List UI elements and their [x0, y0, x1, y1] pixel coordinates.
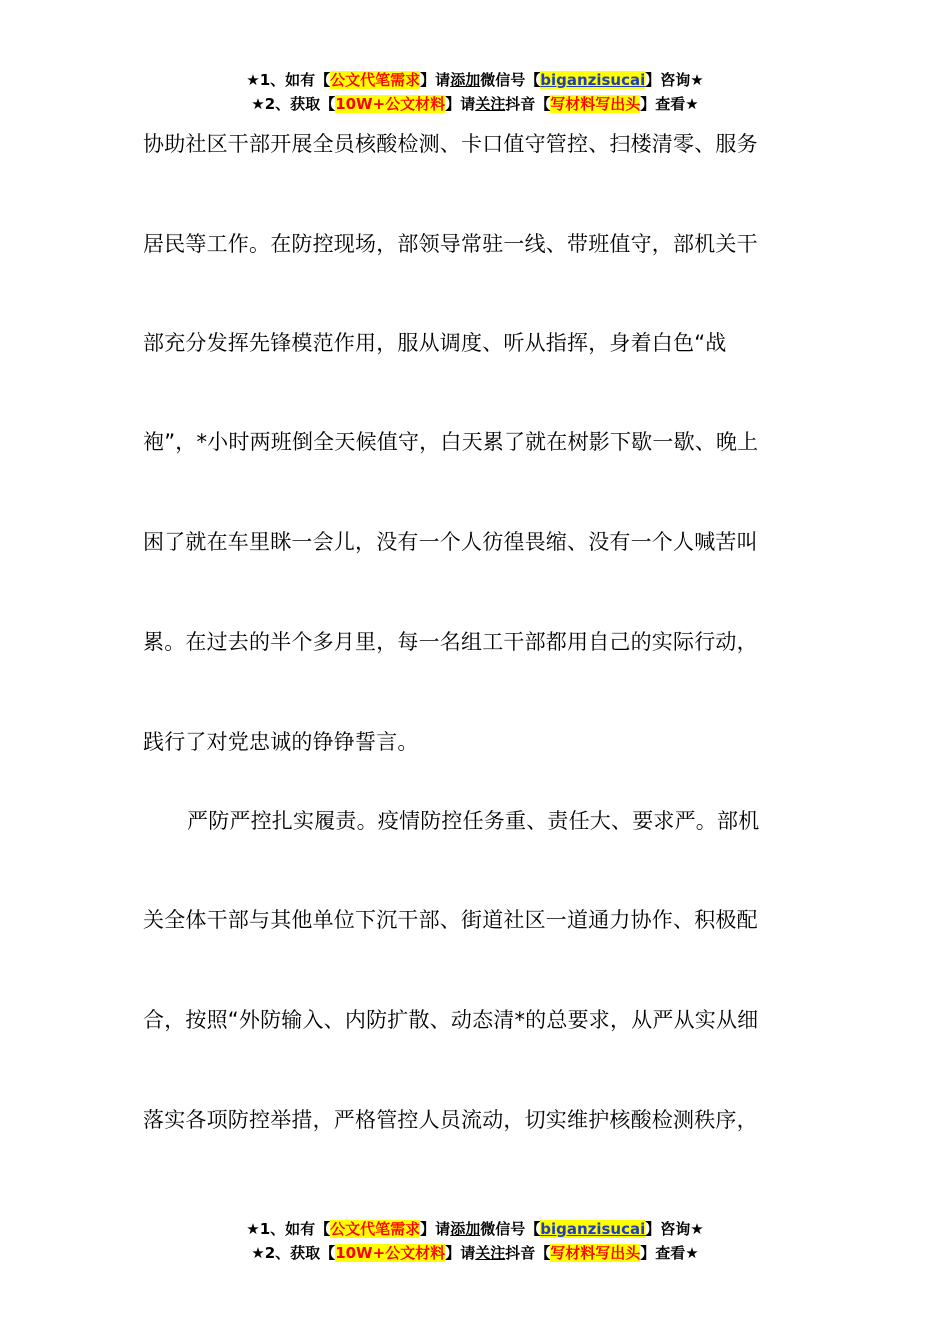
banner-text: 微信号【: [480, 71, 541, 89]
banner-text: 抖音【: [505, 95, 551, 113]
banner-text: 抖音【: [505, 1244, 551, 1262]
banner-underline: 添加: [450, 71, 481, 89]
body-line: 合，按照“外防输入、内防扩散、动态清*的总要求，从严从实从细: [143, 1008, 759, 1032]
banner-line-1: [0, 68, 950, 92]
banner-text: ★2、获取【: [251, 1244, 336, 1262]
banner-text: 】请: [445, 95, 476, 113]
banner-text: 】查看★: [640, 95, 699, 113]
banner-text: 】请: [420, 1220, 451, 1238]
body-line: 落实各项防控举措，严格管控人员流动，切实维护核酸检测秩序，: [143, 1108, 758, 1132]
body-line: 协助社区干部开展全员核酸检测、卡口值守管控、扫楼清零、服务: [143, 132, 758, 156]
banner-highlight: 10W+公文材料: [335, 95, 446, 113]
banner-line-2: [0, 92, 950, 116]
banner-text: 微信号【: [480, 1220, 541, 1238]
banner-underline: 关注: [475, 1244, 506, 1262]
banner-highlight: 公文代笔需求: [330, 1220, 421, 1238]
banner-highlight: 写材料写出头: [550, 95, 641, 113]
banner-text: ★2、获取【: [251, 95, 336, 113]
banner-text: 】咨询★: [645, 71, 704, 89]
header-banner: [0, 68, 950, 116]
banner-highlight: 公文代笔需求: [330, 71, 421, 89]
body-line: 部充分发挥先锋模范作用，服从调度、听从指挥，身着白色“战: [143, 331, 727, 355]
footer-banner: [0, 1217, 950, 1265]
banner-text: 】咨询★: [645, 1220, 704, 1238]
banner-text: ★1、如有【: [246, 1220, 331, 1238]
banner-highlight: 10W+公文材料: [335, 1244, 446, 1262]
banner-text: 】请: [445, 1244, 476, 1262]
body-line: 践行了对党忠诚的铮铮誓言。: [143, 730, 419, 754]
banner-highlight: 写材料写出头: [550, 1244, 641, 1262]
body-line: 居民等工作。在防控现场，部领导常驻一线、带班值守，部机关干: [143, 232, 758, 256]
wechat-id-link[interactable]: biganzisucai: [540, 1220, 646, 1238]
body-line: 困了就在车里眯一会儿，没有一个人彷徨畏缩、没有一个人喊苦叫: [143, 530, 758, 554]
banner-line-1: [0, 1217, 950, 1241]
banner-underline: 关注: [475, 95, 506, 113]
banner-text: 】查看★: [640, 1244, 699, 1262]
banner-text: ★1、如有【: [246, 71, 331, 89]
body-line: 累。在过去的半个多月里，每一名组工干部都用自己的实际行动，: [143, 630, 758, 654]
body-line: 袍”，*小时两班倒全天候值守，白天累了就在树影下歇一歇、晚上: [143, 430, 759, 454]
banner-underline: 添加: [450, 1220, 481, 1238]
banner-text: 】请: [420, 71, 451, 89]
body-line: 关全体干部与其他单位下沉干部、街道社区一道通力协作、积极配: [143, 908, 758, 932]
body-line: 严防严控扎实履责。疫情防控任务重、责任大、要求严。部机: [187, 809, 760, 833]
wechat-id-link[interactable]: biganzisucai: [540, 71, 646, 89]
banner-line-2: [0, 1241, 950, 1265]
